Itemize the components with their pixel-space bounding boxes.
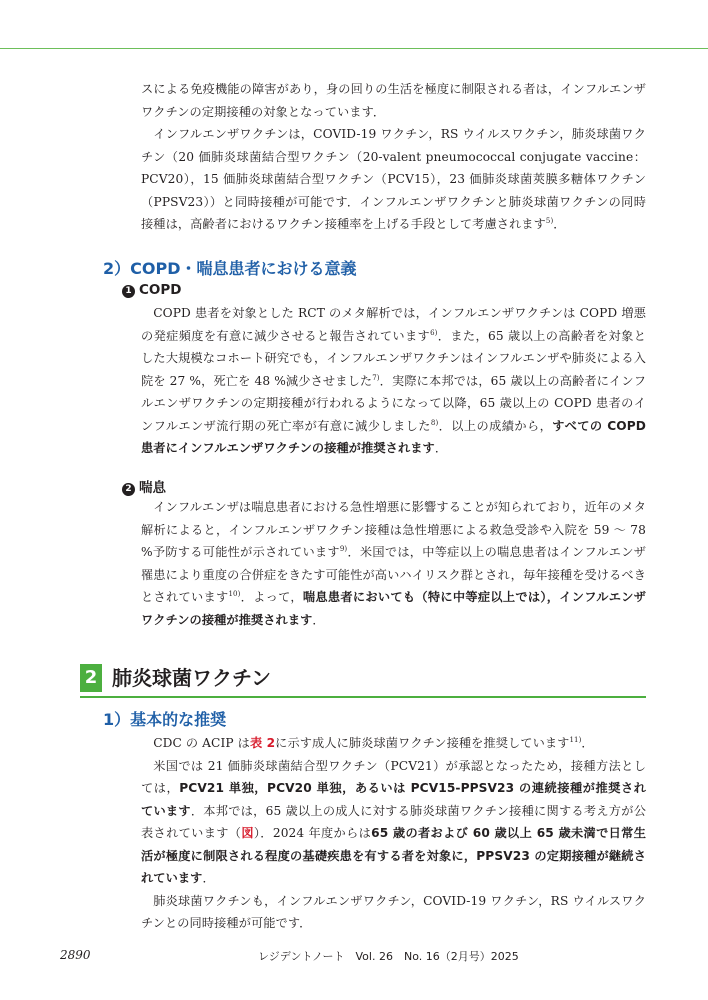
pneumococcal-block <box>141 732 646 935</box>
ppsv23-routine-target: 65 歳の者および 60 歳以上 65 歳未満で日常生活が極度に制限される程度の基礎疾患を有する者を対象に，PPSV23 の定期接種が継続されています <box>141 826 646 885</box>
pneumococcal-paragraph-1: CDC の ACIP は表 2に示す成人に肺炎球菌ワクチン接種を推奨しています$^{11)}$． <box>153 736 594 750</box>
copd-paragraph: COPD 患者を対象とした RCT のメタ解析では，インフルエンザワクチンは COPD 増悪の発症頻度を有意に減少させると報告されています$^{6)}$．また，65 歳以上の高齢者を対象とした大規模なコホート研究でも，インフルエンザワクチンはインフルエンザや肺炎による入院を 27 %，死亡を 48 %減少させました$^{7)}$．実際に本邦では，65 歳以上の高齢者にインフルエンザワクチンの定期接種が行われるようになって以降，65 歳以上の COPD 患者のインフルエンザ流行期の死亡率が有意に減少しました$^{8)}$．以上の成績から，すべての COPD 患者にインフルエンザワクチンの接種が推奨されます． <box>141 306 646 455</box>
copd-recommendation: すべての COPD 患者にインフルエンザワクチンの接種が推奨されます <box>141 418 646 455</box>
circled-number-2: 2 <box>122 483 135 496</box>
subsection-heading-basic: 1）基本的な推奨 <box>103 710 227 729</box>
asthma-block <box>141 496 646 631</box>
pcv-recommendation: PCV21 単独，PCV20 単独，あるいは PCV15-PPSV23 の連続接種が推奨されています <box>141 781 646 818</box>
item-heading-copd: 1 COPD <box>122 282 181 298</box>
subsection-heading-copd-asthma: 2）COPD・喘息患者における意義 <box>103 259 357 278</box>
circled-number-1: 1 <box>122 285 135 298</box>
reference-5: 5) <box>545 217 554 225</box>
section-title: 肺炎球菌ワクチン <box>112 666 271 690</box>
table-2-link[interactable]: 表 2 <box>249 736 276 750</box>
reference-11: 11) <box>569 736 582 744</box>
reference-6: 6) <box>430 328 438 337</box>
reference-8: 8) <box>430 418 439 427</box>
section-heading <box>80 664 646 698</box>
reference-7: 7) <box>372 373 380 382</box>
copd-block <box>141 302 646 460</box>
intro-block <box>141 78 646 236</box>
journal-citation: レジデントノート Vol. 26 No. 16（2月号）2025 <box>258 950 519 963</box>
intro-paragraph-2: インフルエンザワクチンは，COVID-19 ワクチン，RS ウイルスワクチン，肺炎球菌ワクチン（20 価肺炎球菌結合型ワクチン（20-valent pneumococcal conjugate vaccine：PCV20），15 価肺炎球菌結合型ワクチン（PCV15），23 価肺炎球菌莢膜多糖体ワクチン（PPSV23））と同時接種が可能です．インフルエンザワクチンと肺炎球菌ワクチンの同時接種は，高齢者におけるワクチン接種率を上げる手段として考慮されます$^{5)}$． <box>141 127 646 231</box>
reference-9: 9) <box>339 545 348 553</box>
asthma-paragraph: インフルエンザは喘息患者における急性増悪に影響することが知られており，近年のメタ解析によると，インフルエンザワクチン接種は急性増悪による救急受診や入院を 59 ～ 78 %予防する可能性が示されています$^{9)}$．米国では，中等症以上の喘息患者はインフルエンザ罹患により重度の合併症をきたす可能性が高いハイリスク群とされ，毎年接種を受けるべきとされています$^{10)}$．よって，喘息患者においても（特に中等症以上では），インフルエンザワクチンの接種が推奨されます． <box>141 500 646 627</box>
page-footer <box>60 948 660 968</box>
section-rule <box>80 696 646 698</box>
section-number-badge: 2 <box>80 664 102 692</box>
asthma-recommendation: 喘息患者においても（特に中等症以上では），インフルエンザワクチンの接種が推奨されます <box>141 590 646 627</box>
header-rule <box>0 48 708 49</box>
figure-link[interactable]: 図 <box>241 826 254 840</box>
intro-paragraph-1: スによる免疫機能の障害があり，身の回りの生活を極度に制限される者は，インフルエンザワクチンの定期接種の対象となっています． <box>141 82 646 119</box>
pneumococcal-paragraph-2: 米国では 21 価肺炎球菌結合型ワクチン（PCV21）が承認となったため，接種方法としては，PCV21 単独，PCV20 単独，あるいは PCV15-PPSV23 の連続接種が推奨されています．本邦では，65 歳以上の成人に対する肺炎球菌ワクチン接種に関する考え方が公表されています（図）．2024 年度からは65 歳の者および 60 歳以上 65 歳未満で日常生活が極度に制限される程度の基礎疾患を有する者を対象に，PPSV23 の定期接種が継続されています． <box>141 758 646 885</box>
pneumococcal-paragraph-3: 肺炎球菌ワクチンも，インフルエンザワクチン，COVID-19 ワクチン，RS ウイルスワクチンとの同時接種が可能です． <box>141 893 646 930</box>
item-heading-asthma: 2 喘息 <box>122 476 166 496</box>
page-number: 2890 <box>60 948 91 962</box>
reference-10: 10) <box>228 590 241 598</box>
